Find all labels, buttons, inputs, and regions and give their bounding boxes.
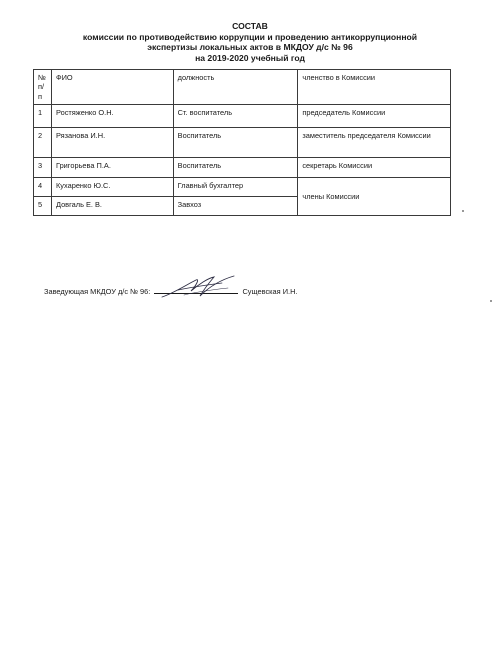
cell-num: 4 <box>34 178 52 197</box>
header-fio: ФИО <box>51 70 173 105</box>
cell-num: 2 <box>34 128 52 158</box>
table-row <box>34 105 451 128</box>
signature-label: Заведующая МКДОУ д/с № 96: <box>44 287 151 296</box>
cell-fio: Довгаль Е. В. <box>51 197 173 216</box>
scan-speck <box>490 300 492 302</box>
cell-position: Воспитатель <box>173 158 298 178</box>
cell-membership: председатель Комиссии <box>298 105 451 128</box>
header-membership: членство в Комиссии <box>298 70 451 105</box>
cell-membership: заместитель председателя Комиссии <box>298 128 451 158</box>
cell-membership-merged: члены Комиссии <box>298 178 451 216</box>
cell-position: Завхоз <box>173 197 298 216</box>
cell-fio: Кухаренко Ю.С. <box>51 178 173 197</box>
header-num-line2: п/п <box>38 82 45 101</box>
title-line-3: экспертизы локальных актов в МКДОУ д/с № 96 <box>147 42 353 53</box>
cell-fio: Ростяженко О.Н. <box>51 105 173 128</box>
director-name: Сущевская И.Н. <box>242 287 298 296</box>
cell-position: Главный бухгалтер <box>173 178 298 197</box>
cell-num: 5 <box>34 197 52 216</box>
title-line-2: комиссии по противодействию коррупции и проведению антикоррупционной <box>82 31 418 42</box>
table-row <box>34 158 451 178</box>
cell-position: Ст. воспитатель <box>173 105 298 128</box>
header-num-line1: № <box>38 73 46 82</box>
cell-fio: Рязанова И.Н. <box>51 128 173 158</box>
signature-block <box>44 285 464 297</box>
cell-position: Воспитатель <box>173 128 298 158</box>
cell-num: 1 <box>34 105 52 128</box>
handwritten-signature-icon <box>158 271 240 305</box>
scan-speck <box>462 210 464 212</box>
header-num <box>34 70 52 105</box>
title-line-4: на 2019-2020 учебный год <box>195 52 305 63</box>
header-position: должность <box>173 70 298 105</box>
table-header-row <box>34 70 451 105</box>
table-row <box>34 128 451 158</box>
document-title <box>0 21 500 63</box>
cell-num: 3 <box>34 158 52 178</box>
title-line-1: СОСТАВ <box>232 21 268 31</box>
signature-line <box>154 285 238 294</box>
commission-table <box>33 69 451 216</box>
table-row <box>34 178 451 197</box>
cell-fio: Григорьева П.А. <box>51 158 173 178</box>
cell-membership: секретарь Комиссии <box>298 158 451 178</box>
